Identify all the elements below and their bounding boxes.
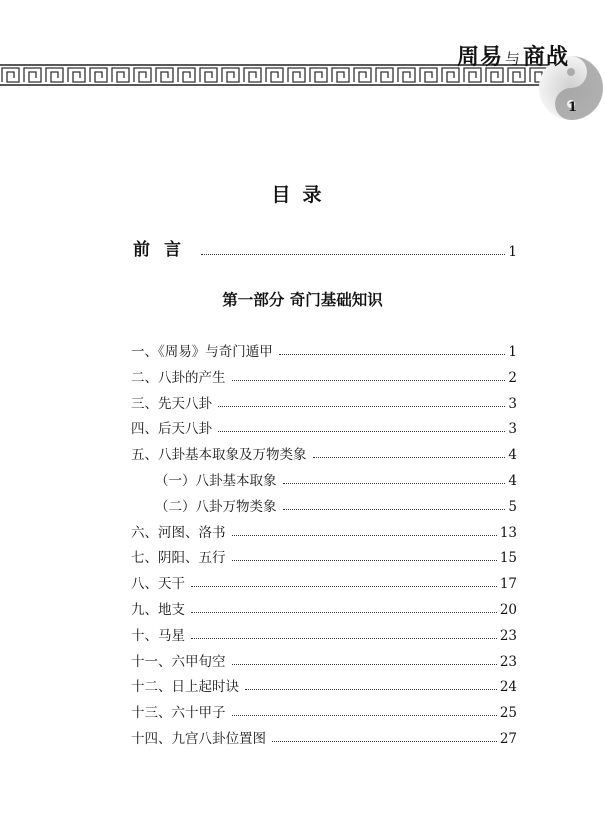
leader-dots xyxy=(232,380,506,381)
leader-dots xyxy=(232,560,497,561)
toc-entry-label: 九、地支 xyxy=(131,602,185,618)
toc-entry[interactable] xyxy=(131,675,517,695)
toc-entry-label: 十四、九宫八卦位置图 xyxy=(131,731,266,747)
leader-dots xyxy=(245,689,497,690)
toc-entry-label: （二）八卦万物类象 xyxy=(155,498,277,515)
leader-dots xyxy=(232,715,497,716)
toc-entry[interactable] xyxy=(131,521,517,541)
book-title xyxy=(457,40,569,71)
toc-entry[interactable] xyxy=(131,392,517,412)
leader-dots xyxy=(283,509,506,510)
toc-entry-page: 1 xyxy=(508,344,517,360)
toc-entry[interactable] xyxy=(131,366,517,386)
page-number: 1 xyxy=(567,100,577,115)
leader-dots xyxy=(313,457,506,458)
leader-dots xyxy=(283,483,506,484)
toc-entry[interactable] xyxy=(131,727,517,747)
toc-entry[interactable] xyxy=(131,443,517,463)
toc-entry-label: 十三、六十甲子 xyxy=(131,705,226,722)
toc-entry[interactable] xyxy=(155,469,517,489)
toc-entry-page: 3 xyxy=(508,421,517,438)
toc-entry-label: 十一、六甲旬空 xyxy=(131,653,226,670)
toc-entry[interactable] xyxy=(131,340,517,360)
toc-entry-page: 4 xyxy=(508,447,517,464)
leader-dots xyxy=(232,535,497,536)
toc-entry[interactable] xyxy=(131,572,517,592)
toc-entry-page: 13 xyxy=(499,524,517,541)
toc-entry-label: 十二、日上起时诀 xyxy=(131,679,239,696)
toc-entry-label: 四、后天八卦 xyxy=(131,421,212,438)
toc-entry-page: 15 xyxy=(499,550,517,567)
leader-dots xyxy=(279,354,506,355)
toc-entry[interactable] xyxy=(131,701,517,721)
toc-entry-page: 24 xyxy=(499,679,517,696)
leader-dots xyxy=(191,612,497,613)
toc-entry[interactable] xyxy=(155,495,517,515)
leader-dots xyxy=(218,431,505,432)
toc-entry-label: 八、天干 xyxy=(131,576,185,593)
toc-entry-page: 23 xyxy=(499,653,517,670)
toc-entry[interactable] xyxy=(131,546,517,566)
toc-entry-page: 23 xyxy=(499,627,517,644)
leader-dots xyxy=(201,254,505,255)
toc-entry-label: 前言 xyxy=(133,240,195,260)
toc-entry-page: 1 xyxy=(508,244,517,260)
toc-entry-label: 二、八卦的产生 xyxy=(131,369,226,386)
toc-entry-page: 2 xyxy=(508,369,517,386)
leader-dots xyxy=(191,586,497,587)
toc-entry-label: 七、阴阳、五行 xyxy=(131,550,226,567)
toc-entry-preface[interactable] xyxy=(133,236,517,260)
toc-title: 目录 xyxy=(271,184,334,206)
toc-entry-page: 20 xyxy=(499,602,517,618)
toc-entry-page: 3 xyxy=(508,395,517,412)
toc-entry-label: 一、《周易》与奇门遁甲 xyxy=(131,344,273,360)
part-title: 第一部分 奇门基础知识 xyxy=(222,290,383,309)
toc-entry-page: 17 xyxy=(499,576,517,593)
page-header xyxy=(0,0,605,120)
toc-entry-page: 4 xyxy=(508,473,517,489)
book-title-connector: 与 xyxy=(504,50,521,68)
toc-entry[interactable] xyxy=(131,598,517,618)
toc-entry[interactable] xyxy=(131,624,517,644)
leader-dots xyxy=(272,741,497,742)
toc-entry[interactable] xyxy=(131,650,517,670)
toc-entry-label: 十、马星 xyxy=(131,627,185,644)
toc-entry-page: 25 xyxy=(499,705,517,722)
leader-dots xyxy=(232,664,497,665)
toc-entry-label: 三、先天八卦 xyxy=(131,395,212,412)
book-title-part2: 商战 xyxy=(522,44,569,70)
toc-entry-page: 27 xyxy=(499,731,517,747)
leader-dots xyxy=(218,406,505,407)
toc-entry-label: 六、河图、洛书 xyxy=(131,524,226,541)
leader-dots xyxy=(191,638,497,639)
toc-entry-label: 五、八卦基本取象及万物类象 xyxy=(131,447,307,464)
toc-entry-label: （一）八卦基本取象 xyxy=(155,473,277,489)
toc-entry-page: 5 xyxy=(508,498,517,515)
book-title-part1: 周易 xyxy=(456,44,503,70)
toc-entry[interactable] xyxy=(131,417,517,437)
